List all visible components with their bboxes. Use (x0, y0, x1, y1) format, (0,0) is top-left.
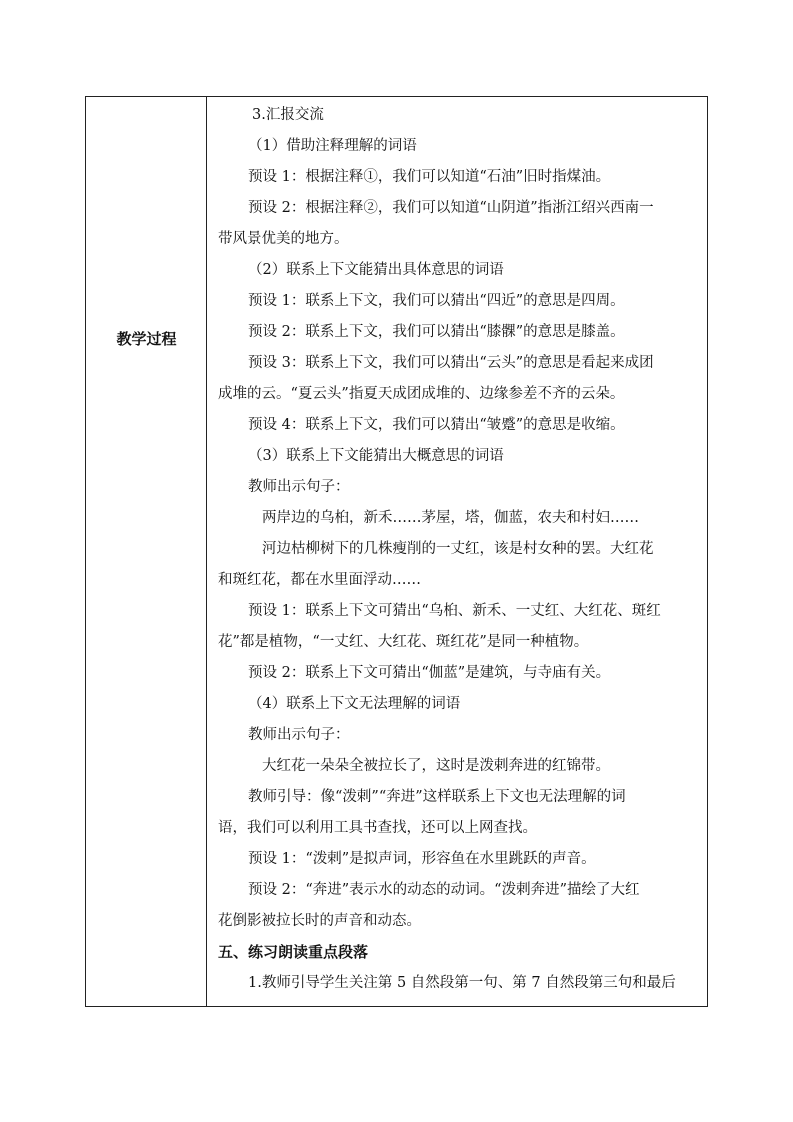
text-line: 教师引导：像“泼剌”“奔进”这样联系上下文也无法理解的词 (248, 789, 626, 805)
section-label-cell (86, 97, 207, 1006)
text-line: 大红花一朵朵全被拉长了，这时是泼剌奔进的红锦带。 (262, 758, 610, 774)
text-line: 预设 1：联系上下文可猜出“乌桕、新禾、一丈红、大红花、斑红 (248, 603, 661, 619)
text-line: 预设 2：“奔进”表示水的动态的动词。“泼剌奔进”描绘了大红 (248, 882, 640, 898)
text-line: 3.汇报交流 (252, 107, 324, 123)
text-line: 预设 4：联系上下文，我们可以猜出“皱蹙”的意思是收缩。 (248, 417, 625, 433)
text-line: 1.教师引导学生关注第 5 自然段第一句、第 7 自然段第三句和最后 (248, 975, 676, 991)
section-heading: 五、练习朗读重点段落 (218, 943, 369, 961)
text-line: 两岸边的乌桕，新禾……茅屋，塔，伽蓝，农夫和村妇…… (262, 510, 639, 526)
text-line: 成堆的云。“夏云头”指夏天成团成堆的、边缘参差不齐的云朵。 (218, 386, 625, 402)
text-line: 预设 1：“泼剌”是拟声词，形容鱼在水里跳跃的声音。 (248, 851, 596, 867)
text-line: 和斑红花，都在水里面浮动…… (218, 572, 421, 588)
content-cell (208, 97, 708, 1006)
text-line: 预设 2：根据注释②，我们可以知道“山阴道”指浙江绍兴西南一 (248, 200, 654, 216)
text-line: （1）借助注释理解的词语 (248, 138, 417, 154)
text-line: 预设 2：联系上下文可猜出“伽蓝”是建筑，与寺庙有关。 (248, 665, 611, 681)
text-line: 带风景优美的地方。 (218, 231, 349, 247)
text-line: 教师出示句子： (248, 479, 350, 495)
text-line: 教师出示句子： (248, 727, 350, 743)
text-line: 预设 1：根据注释①，我们可以知道“石油”旧时指煤油。 (248, 169, 611, 185)
text-line: 花”都是植物，“一丈红、大红花、斑红花”是同一种植物。 (218, 634, 589, 650)
lesson-plan-table (85, 96, 708, 1007)
text-line: 河边枯柳树下的几株瘦削的一丈红，该是村女种的罢。大红花 (262, 541, 654, 557)
text-line: 预设 1：联系上下文，我们可以猜出“四近”的意思是四周。 (248, 293, 625, 309)
text-line: （2）联系上下文能猜出具体意思的词语 (248, 262, 504, 278)
section-label: 教学过程 (116, 330, 177, 348)
text-line: 语，我们可以利用工具书查找，还可以上网查找。 (218, 820, 537, 836)
text-line: 预设 2：联系上下文，我们可以猜出“膝髁”的意思是膝盖。 (248, 324, 625, 340)
text-line: （3）联系上下文能猜出大概意思的词语 (248, 448, 504, 464)
text-line: 花倒影被拉长时的声音和动态。 (218, 913, 421, 929)
text-line: 预设 3：联系上下文，我们可以猜出“云头”的意思是看起来成团 (248, 355, 654, 371)
text-line: （4）联系上下文无法理解的词语 (248, 696, 461, 712)
